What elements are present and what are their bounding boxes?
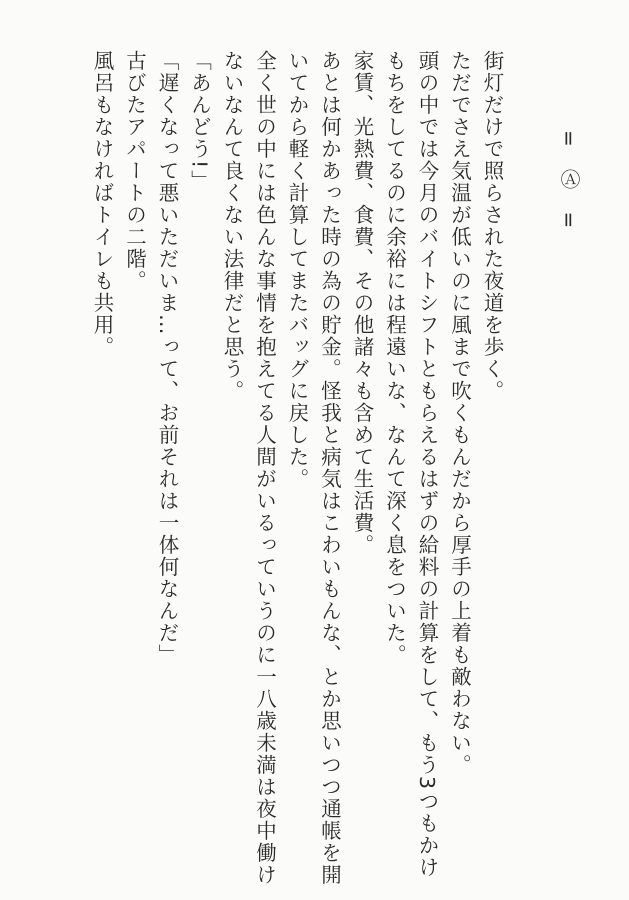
text-line: あとは何かあった時の為の貯金。怪我と病気はこわいもんな、とか思いつつ通帳を開 — [317, 50, 342, 886]
text-line: もちをしてるのに余裕には程遠いな、なんて深く息をついた。 — [382, 50, 407, 666]
text-line: 家賃、光熱費、食費、その他諸々も含めて生活費。 — [350, 50, 374, 556]
text-line: ただでさえ気温が低いのに風まで吹くもんだから厚手の上着も敵わない。 — [447, 50, 472, 776]
text-line: ないなんて良くない法律だと思う。 — [220, 50, 244, 402]
section-mark: = Ⓐ = — [557, 129, 581, 237]
text-line: 風呂もなければトイレも共用。 — [90, 50, 114, 358]
text-line: 「遅くなって悪いただいま…って、お前それは一体何なんだ」 — [155, 50, 179, 666]
vertical-text-body — [28, 50, 508, 890]
text-line: いてから軽く計算してまたバッグに戻した。 — [285, 50, 309, 490]
text-line: 頭の中では今月のバイトシフトともらえるはずの給料の計算をして、もう3つもかけ — [415, 50, 439, 879]
text-line: 全く世の中には色んな事情を抱えてる人間がいるっていうのに一八歳未満は夜中働け — [252, 50, 277, 886]
text-line: 古びたアパートの二階。 — [122, 50, 147, 292]
text-line: 「あんどう!」 — [187, 50, 212, 192]
text-line: 街灯だけで照らされた夜道を歩く。 — [480, 50, 504, 402]
